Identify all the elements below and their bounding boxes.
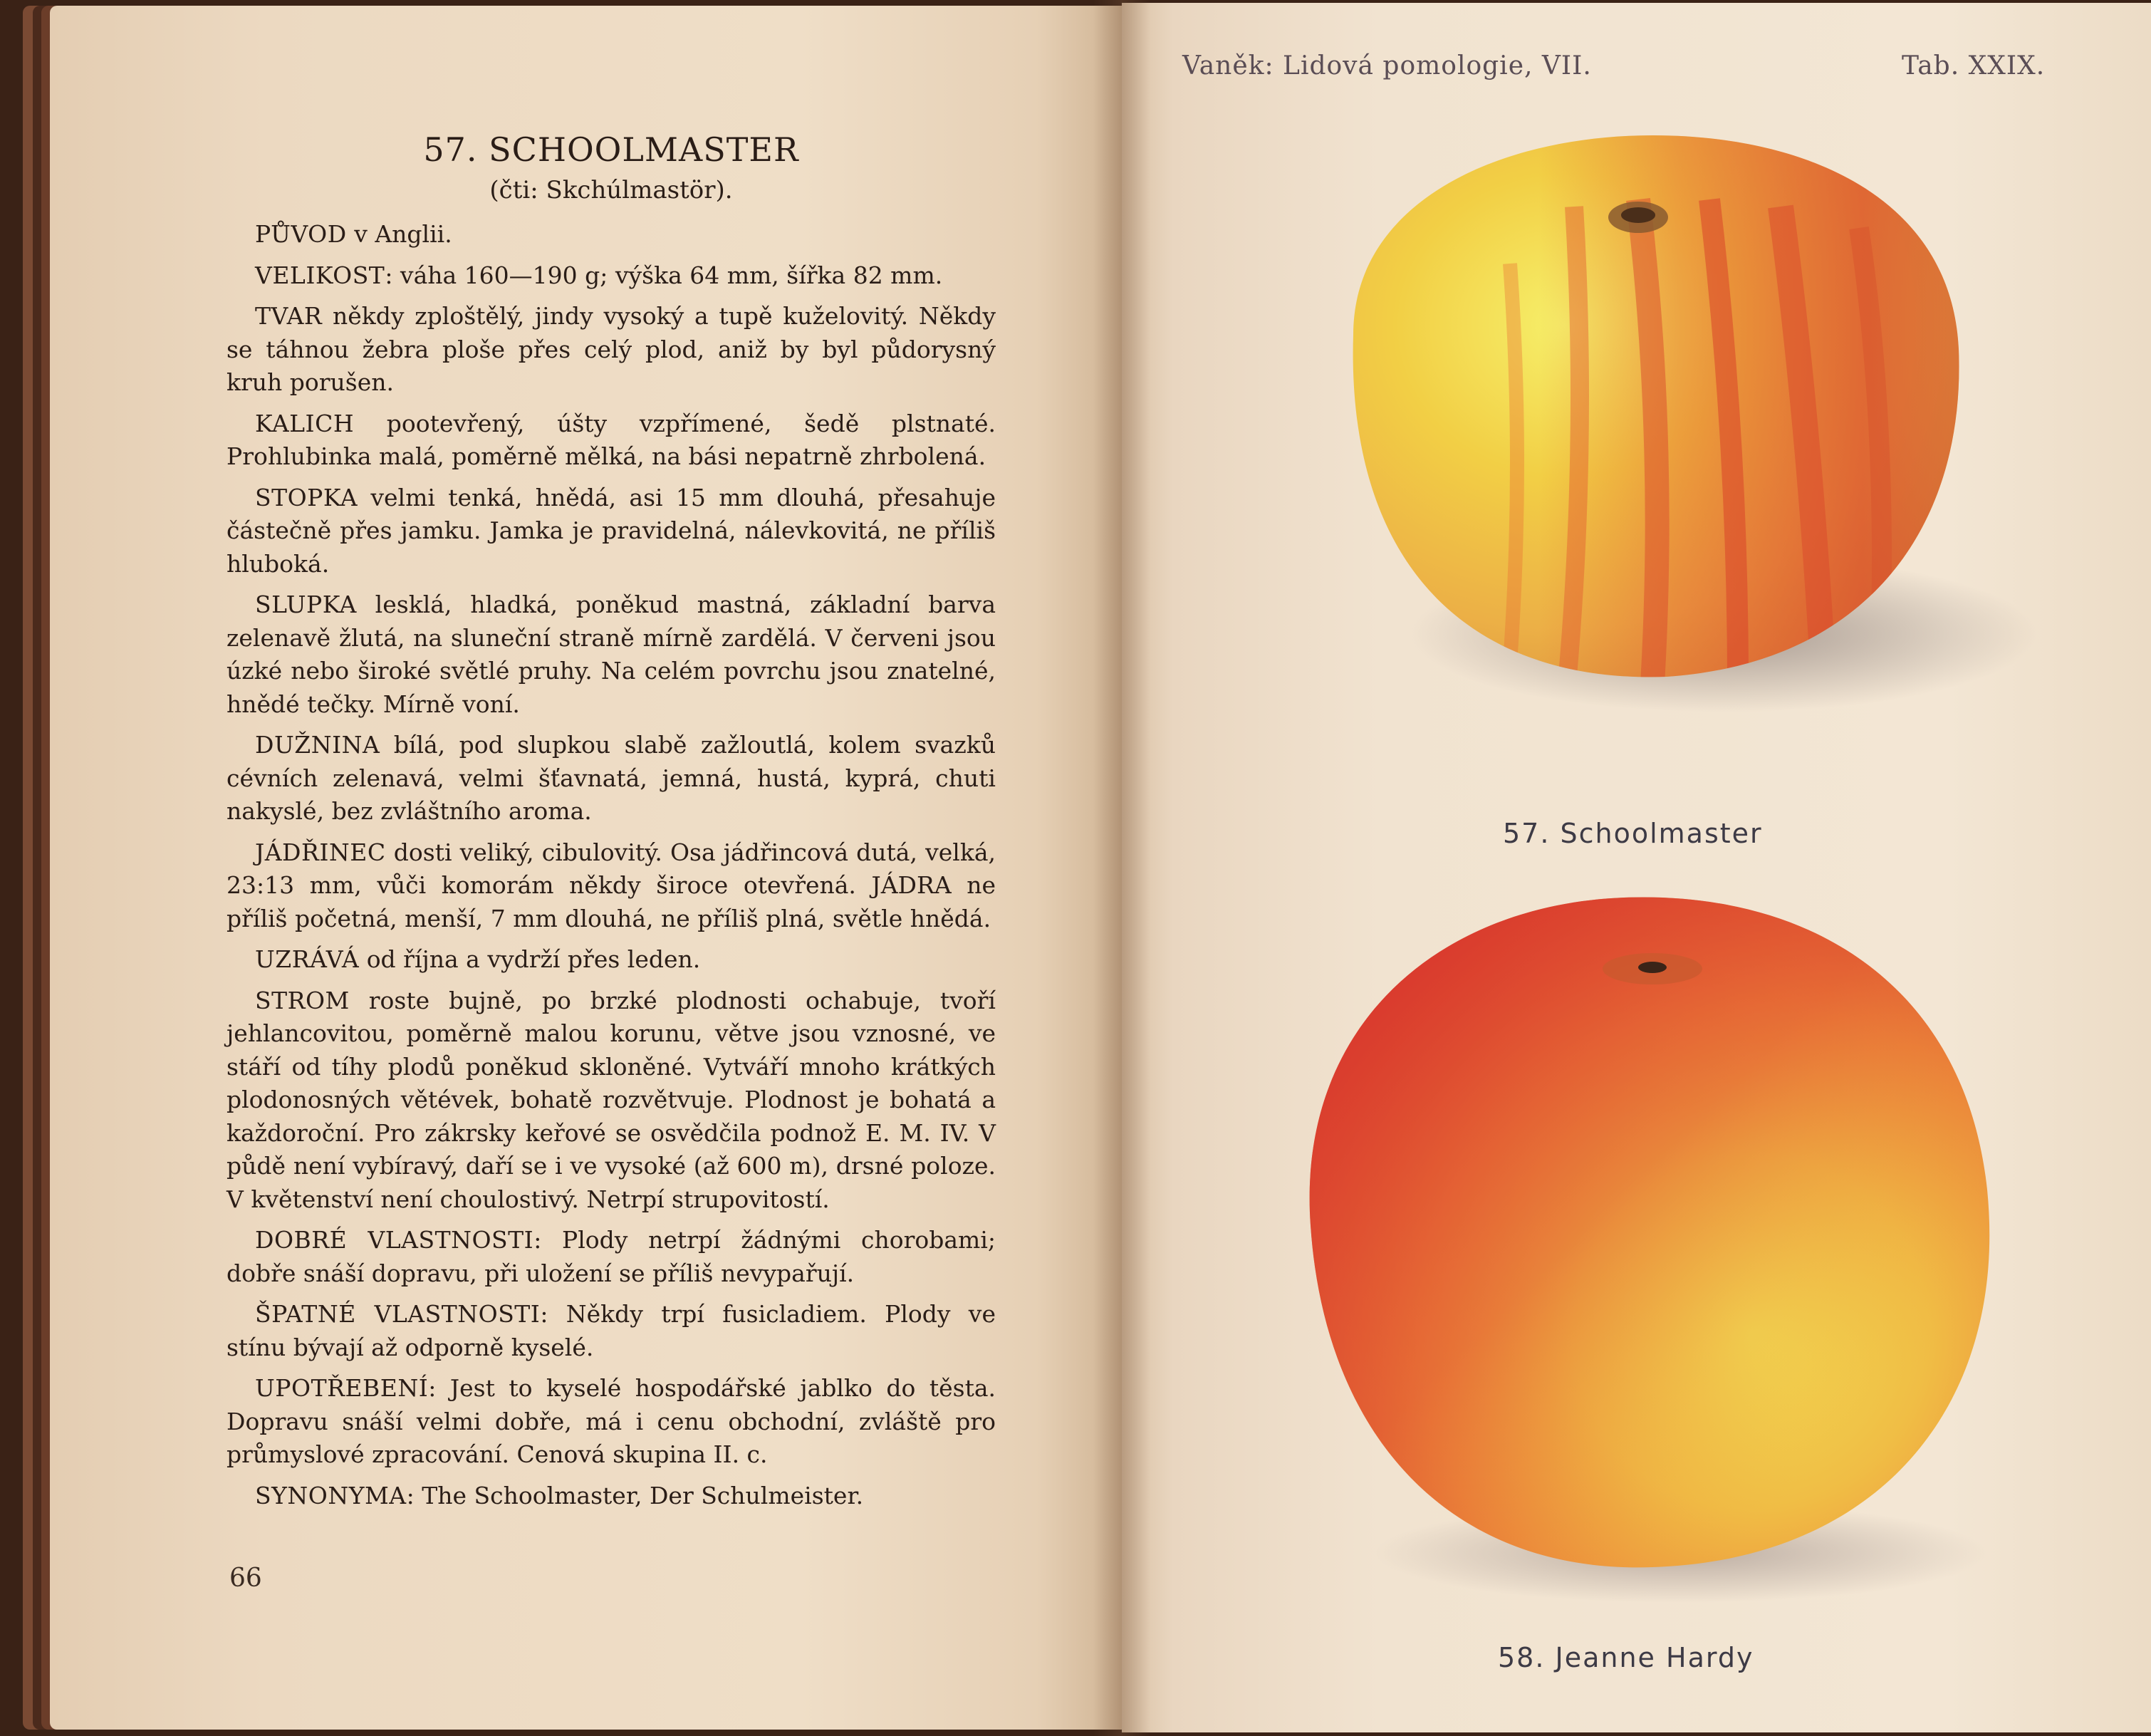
description-paragraph [226,1298,996,1364]
paragraph-text: : Někdy trpí fusicladiem. Plody ve stínu bývají až odporně kyselé. [226,1300,996,1361]
description-paragraph [226,300,996,400]
paragraph-text: pootevřený, úšty vzpřímené, šedě plstnaté. Prohlubinka malá, poměrně mělká, na bási nepatrně zhrbolená. [226,409,996,470]
paragraph-keyword: VELIKOST [255,261,385,289]
variety-description [226,127,996,1520]
pronunciation-note: (čti: Skchúlmastör). [489,176,733,204]
paragraph-text: roste bujně, po brzké plodnosti ochabuje, tvoří jehlancovitou, poměrně malou korunu, větve jsou vznosné, ve stáří od tíhy plodů poněkud skloněné. Vytváří mnoho krátkých plodonosných větévek, bohatě rozvětvuje. Plodnost je bohatá a každoroční. Pro zákrsky keřové se osvědčila podnož E. M. IV. V půdě není vybíravý, daří se i ve vysoké (až 600 m), drsné poloze. V květenství není choulostivý. Netrpí strupovitostí. [226,986,996,1213]
description-paragraph [226,1224,996,1290]
paragraph-keyword: UZRÁVÁ [255,945,360,973]
paragraph-keyword: DOBRÉ VLASTNOSTI [255,1226,534,1254]
description-paragraph [226,943,996,977]
caption-schoolmaster: 57. Schoolmaster [1503,818,1763,849]
paragraph-keyword: ŠPATNÉ VLASTNOSTI [255,1300,541,1328]
description-paragraph [226,218,996,251]
description-paragraph [226,729,996,828]
paragraph-text: bílá, pod slupkou slabě zažloutlá, kolem svazků cévních zelenavá, velmi šťavnatá, jemná, hustá, kyprá, chuti nakyslé, bez zvláštního aroma. [226,731,996,825]
variety-title: 57. SCHOOLMASTER [423,130,799,169]
paragraph-text: : Plody netrpí žádnými chorobami; dobře snáší dopravu, při uložení se příliš nevypařují. [226,1226,996,1287]
description-paragraph [226,1372,996,1472]
caption-jeanne-hardy: 58. Jeanne Hardy [1498,1642,1754,1673]
apple-illustration-schoolmaster [1268,121,2037,734]
paragraph-text: velmi tenká, hnědá, asi 15 mm dlouhá, přesahuje částečně přes jamku. Jamka je pravidelná, nálevkovitá, ne příliš hluboká. [226,483,996,578]
paragraph-keyword: KALICH [255,409,355,437]
plate-number: Tab. XXIX. [1902,51,2046,80]
paragraph-text: dosti veliký, cibulovitý. Osa jádřincová dutá, velká, 23:13 mm, vůči komorám někdy široce otevřená. JÁDRA ne příliš početná, menší, 7 mm dlouhá, ne příliš plná, světle hnědá. [226,838,996,932]
description-paragraph [226,407,996,474]
paragraph-keyword: UPOTŘEBENÍ [255,1374,429,1402]
page-number: 66 [229,1564,262,1593]
paragraph-keyword: STROM [255,986,350,1014]
paragraph-keyword: STOPKA [255,483,358,511]
book-gutter [1093,0,1150,1736]
paragraph-keyword: PŮVOD [255,220,347,248]
description-paragraph [226,588,996,721]
paragraph-keyword: JÁDŘINEC [255,838,386,866]
paragraph-text: : váha 160—190 g; výška 64 mm, šířka 82 mm. [385,261,943,289]
running-head: Vaněk: Lidová pomologie, VII. [1182,51,1592,80]
paragraph-keyword: SYNONYMA [255,1481,407,1509]
paragraph-text: : Jest to kyselé hospodářské jablko do těsta. Dopravu snáší velmi dobře, má i cenu obchodní, zvláště pro průmyslové zpracování. Cenová skupina II. c. [226,1374,996,1468]
paragraph-text: od října a vydrží přes leden. [359,945,701,973]
description-paragraph [226,1480,996,1513]
description-paragraph [226,984,996,1217]
paragraph-keyword: SLUPKA [255,591,357,618]
description-paragraph [226,482,996,581]
paragraph-text: v Anglii. [346,220,452,248]
description-paragraph [226,836,996,936]
paragraph-text: někdy zploštělý, jindy vysoký a tupě kuželovitý. Někdy se táhnou žebra ploše přes celý plod, aniž by byl půdorysný kruh porušen. [226,302,996,396]
paragraph-text: lesklá, hladká, poněkud mastná, základní barva zelenavě žlutá, na sluneční straně mírně zardělá. V červeni jsou úzké nebo široké světlé pruhy. Na celém povrchu jsou znatelné, hnědé tečky. Mírně voní. [226,591,996,718]
description-paragraph [226,259,996,293]
paragraph-keyword: DUŽNINA [255,731,380,759]
apple-illustration-jeanne-hardy [1254,883,2037,1603]
description-paragraphs [226,218,996,1512]
paragraph-text: : The Schoolmaster, Der Schulmeister. [406,1481,864,1509]
paragraph-keyword: TVAR [255,302,323,330]
